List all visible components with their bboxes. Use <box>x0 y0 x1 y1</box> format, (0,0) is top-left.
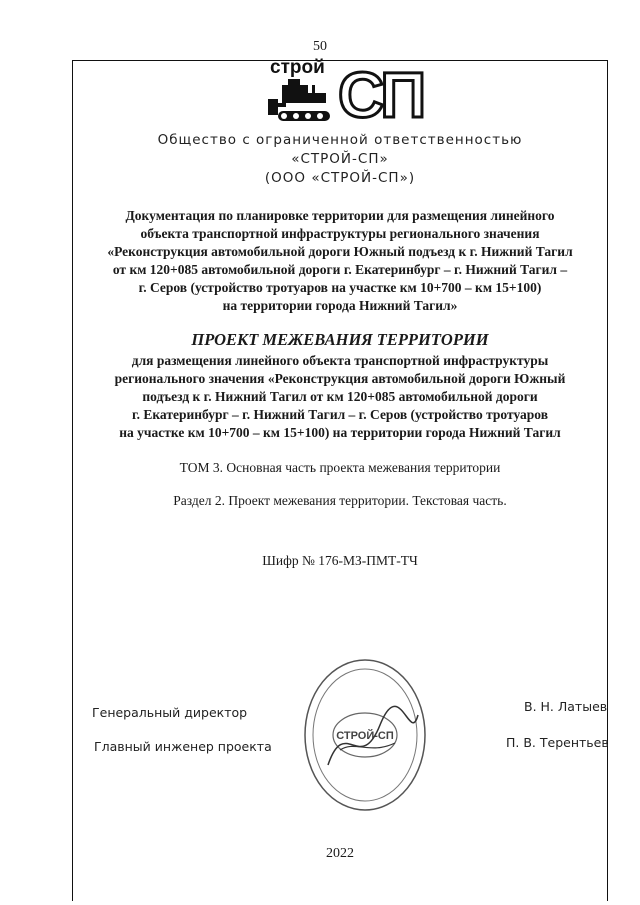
project-subtitle-line: подъезд к г. Нижний Тагил от км 120+085 автомобильной дороги <box>142 389 538 404</box>
logo-small-text: строй <box>270 57 325 78</box>
documentation-title-line: «Реконструкция автомобильной дороги Южный подъезд к г. Нижний Тагил <box>107 244 573 259</box>
company-name-line2: «СТРОЙ-СП» <box>291 151 389 167</box>
project-subtitle-line: на участке км 10+700 – км 15+100) на территории города Нижний Тагил <box>119 425 561 440</box>
seal-center-text: СТРОЙ-СП <box>336 730 394 742</box>
documentation-title-line: объекта транспортной инфраструктуры регионального значения <box>140 226 540 241</box>
section-title: Раздел 2. Проект межевания территории. Текстовая часть. <box>173 493 507 508</box>
document-year: 2022 <box>326 846 354 861</box>
documentation-title-line: г. Серов (устройство тротуаров на участке км 10+700 – км 15+100) <box>138 280 542 295</box>
company-logo <box>268 55 438 131</box>
bulldozer-icon <box>268 79 330 121</box>
documentation-title-line: Документация по планировке территории для размещения линейного <box>125 208 555 223</box>
project-subtitle-line: г. Екатеринбург – г. Нижний Тагил – г. Серов (устройство тротуаров <box>131 407 548 422</box>
project-title: ПРОЕКТ МЕЖЕВАНИЯ ТЕРРИТОРИИ <box>191 330 489 349</box>
project-subtitle-line: для размещения линейного объекта транспортной инфраструктуры <box>131 353 549 368</box>
signature-role: Главный инженер проекта <box>94 739 272 754</box>
page-number: 50 <box>313 39 327 54</box>
project-subtitle-line: регионального значения «Реконструкция автомобильной дороги Южный <box>114 371 566 386</box>
documentation-title-line: на территории города Нижний Тагил» <box>222 298 458 313</box>
company-name-line3: (ООО «СТРОЙ-СП») <box>264 170 416 186</box>
company-name-line1: Общество с ограниченной ответственностью <box>157 132 523 148</box>
company-seal <box>300 655 430 815</box>
volume-title: ТОМ 3. Основная часть проекта межевания территории <box>179 460 501 475</box>
logo-large-text: СП <box>338 59 423 131</box>
cipher-code: Шифр № 176-МЗ-ПМТ-ТЧ <box>262 553 418 568</box>
signature-name: П. В. Терентьев <box>506 735 609 750</box>
signature-role: Генеральный директор <box>92 705 248 720</box>
signature-name: В. Н. Латыев <box>524 699 608 714</box>
documentation-title-line: от км 120+085 автомобильной дороги г. Екатеринбург – г. Нижний Тагил – <box>112 262 568 277</box>
